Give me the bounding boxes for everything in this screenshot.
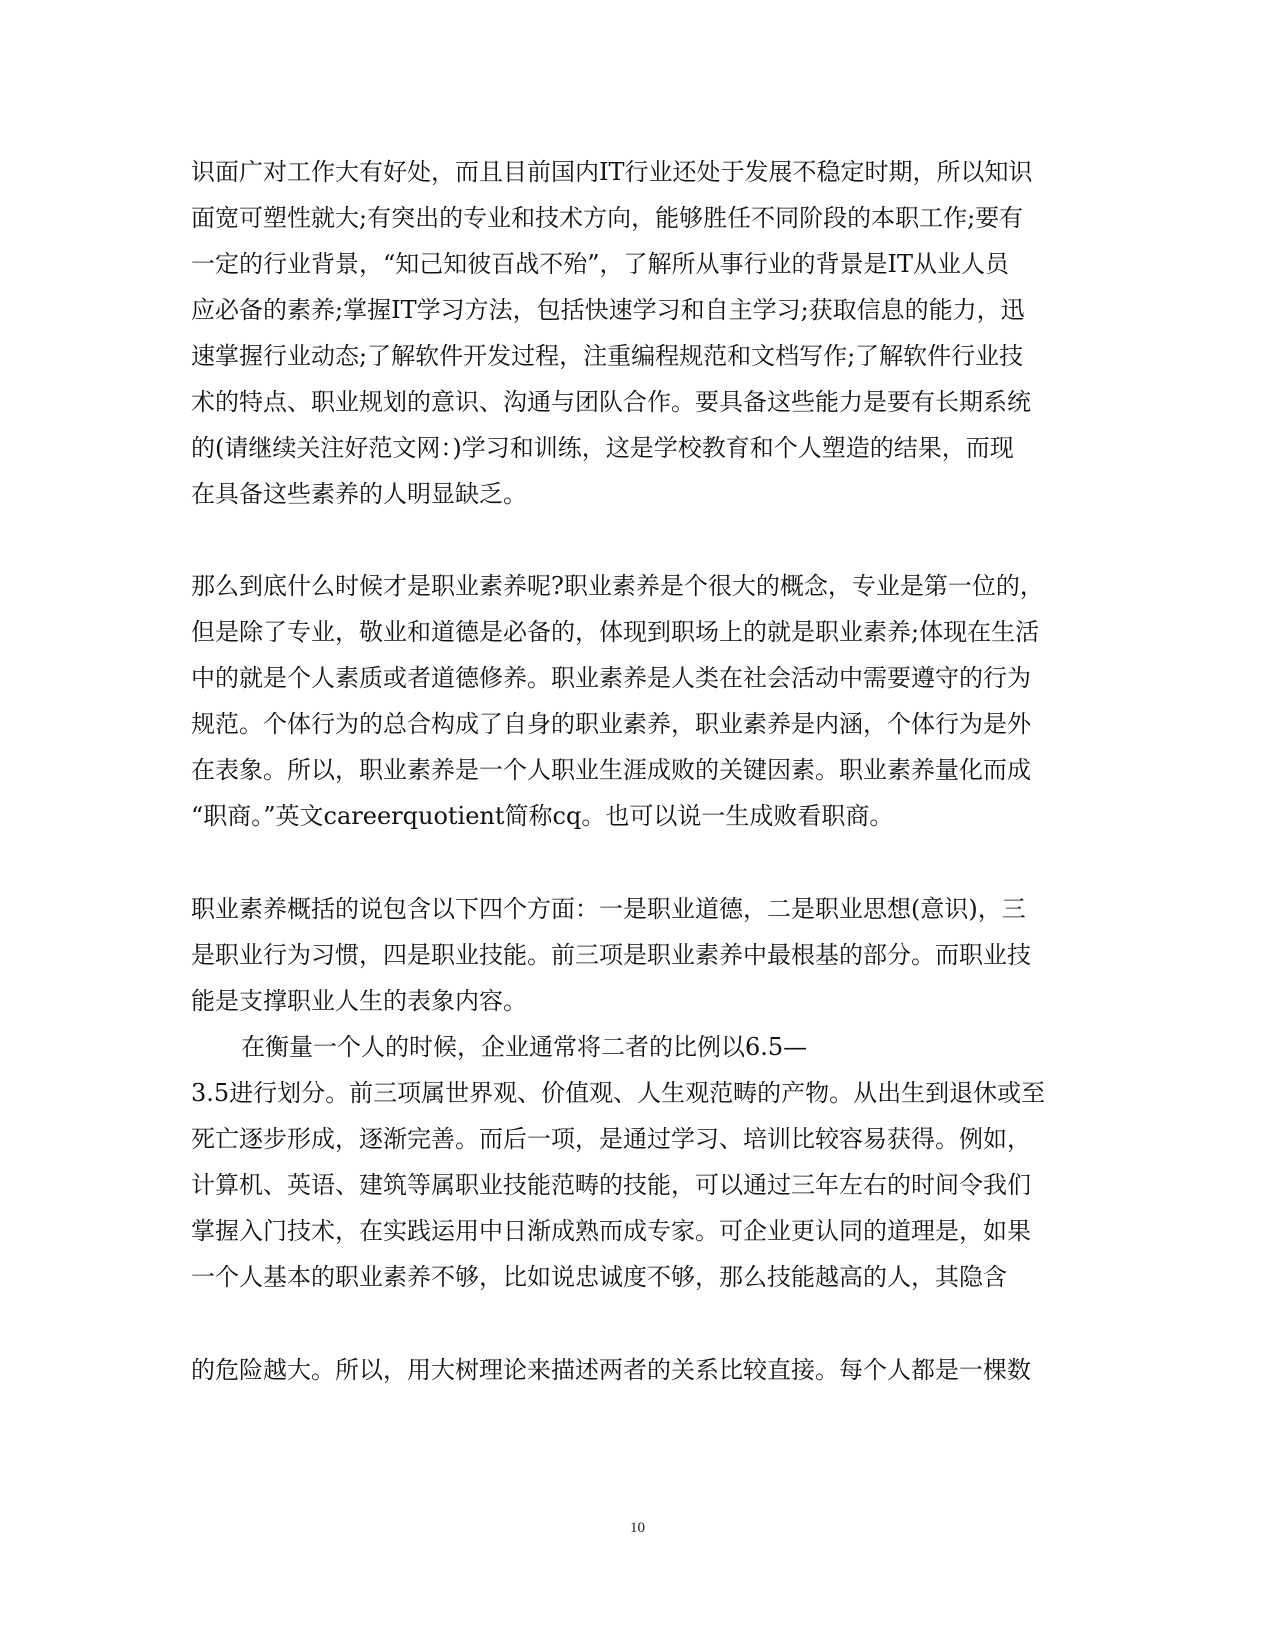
text-line: 中的就是个人素质或者道德修养。职业素养是人类在社会活动中需要遵守的行为	[191, 664, 1031, 692]
text-line: 速掌握行业动态;了解软件开发过程，注重编程规范和文档写作;了解软件行业技	[191, 342, 1024, 370]
text-line: 在具备这些素养的人明显缺乏。	[191, 480, 527, 508]
text-line: 是职业行为习惯，四是职业技能。前三项是职业素养中最根基的部分。而职业技	[191, 941, 1031, 969]
text-line: 掌握入门技术，在实践运用中日渐成熟而成专家。可企业更认同的道理是，如果	[191, 1217, 1031, 1245]
text-line: 死亡逐步形成，逐渐完善。而后一项，是通过学习、培训比较容易获得。例如，	[191, 1125, 1031, 1153]
text-line: 识面广对工作大有好处，而且目前国内IT行业还处于发展不稳定时期，所以知识	[191, 158, 1033, 186]
text-line: 职业素养概括的说包含以下四个方面：一是职业道德，二是职业思想(意识)，三	[191, 895, 1026, 923]
page-number: 10	[630, 1520, 645, 1536]
text-line: 一个人基本的职业素养不够，比如说忠诚度不够，那么技能越高的人，其隐含	[191, 1263, 1007, 1291]
text-line: 一定的行业背景，“知己知彼百战不殆”，了解所从事行业的背景是IT从业人员	[191, 250, 1010, 278]
text-line: 面宽可塑性就大;有突出的专业和技术方向，能够胜任不同阶段的本职工作;要有	[191, 204, 1024, 232]
text-line: 的(请继续关注好范文网：)学习和训练，这是学校教育和个人塑造的结果，而现	[191, 434, 1014, 462]
text-line: 规范。个体行为的总合构成了自身的职业素养，职业素养是内涵，个体行为是外	[191, 710, 1031, 738]
text-line: 计算机、英语、建筑等属职业技能范畴的技能，可以通过三年左右的时间令我们	[191, 1171, 1031, 1199]
text-line: 在衡量一个人的时候，企业通常将二者的比例以6.5—	[241, 1033, 808, 1061]
text-line: 那么到底什么时候才是职业素养呢?职业素养是个很大的概念，专业是第一位的，	[191, 572, 1044, 600]
text-line: 能是支撑职业人生的表象内容。	[191, 987, 527, 1015]
text-line: 应必备的素养;掌握IT学习方法，包括快速学习和自主学习;获取信息的能力，迅	[191, 296, 1025, 324]
text-line: 术的特点、职业规划的意识、沟通与团队合作。要具备这些能力是要有长期系统	[191, 388, 1031, 416]
text-line: “职商。”英文careerquotient简称cq。也可以说一生成败看职商。	[191, 802, 894, 830]
text-line: 在表象。所以，职业素养是一个人职业生涯成败的关键因素。职业素养量化而成	[191, 756, 1031, 784]
text-line: 但是除了专业，敬业和道德是必备的，体现到职场上的就是职业素养;体现在生活	[191, 618, 1040, 646]
text-line: 的危险越大。所以，用大树理论来描述两者的关系比较直接。每个人都是一棵数	[191, 1356, 1031, 1384]
text-line: 3.5进行划分。前三项属世界观、价值观、人生观范畴的产物。从出生到退休或至	[191, 1079, 1046, 1107]
